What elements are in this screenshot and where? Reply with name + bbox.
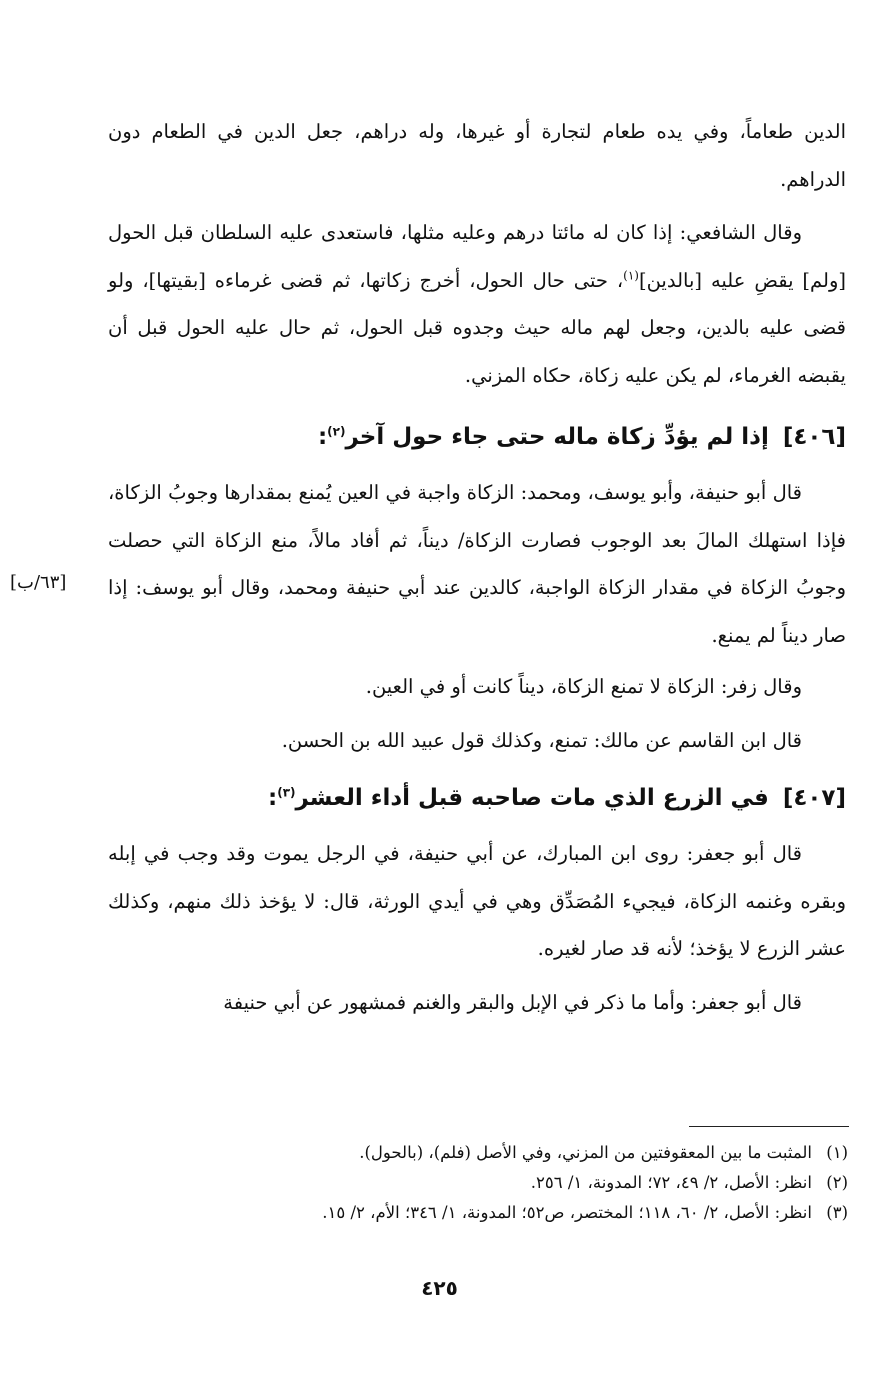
folio-margin-note: [٦٣/ب] <box>10 572 67 593</box>
section-heading-406 <box>108 405 846 469</box>
footnote-1 <box>108 1138 848 1168</box>
page-number: ٤٢٥ <box>421 1276 458 1300</box>
paragraph-2 <box>108 209 846 399</box>
paragraph-text: الدين طعاماً، وفي يده طعام لتجارة أو غيرها، وله دراهم، جعل الدين في الطعام دون الدراهم. <box>108 120 846 191</box>
paragraph-text: قال أبو جعفر: وأما ما ذكر في الإبل والبقر والغنم فمشهور عن أبي حنيفة <box>223 990 802 1014</box>
footnote-divider <box>689 1126 849 1127</box>
footnote-2 <box>108 1168 848 1198</box>
footnote-ref-3: (٣) <box>277 785 296 800</box>
footnote-text: انظر: الأصل، ٢/ ٦٠، ١١٨؛ المختصر، ص٥٢؛ المدونة، ١/ ٣٤٦؛ الأم، ٢/ ١٥. <box>322 1203 812 1222</box>
footnote-number: (١) <box>826 1143 848 1162</box>
main-text <box>108 108 846 1026</box>
footnotes <box>108 1138 848 1228</box>
paragraph-text: قال أبو حنيفة، وأبو يوسف، ومحمد: الزكاة واجبة في العين يُمنع بمقدارها وجوبُ الزكاة، فإذا استهلك المالَ بعد الوجوب فصارت الزكاة/ ديناً، ثم أفاد مالاً، منع الزكاة التي حصلت وجوبُ الزكاة في مقدار الزكاة الواجبة، كالدين عند أبي حنيفة ومحمد، وقال أبو يوسف: إذا صار ديناً لم يمنع. <box>108 481 846 647</box>
footnote-ref-2: (٢) <box>327 424 346 439</box>
section-number: [٤٠٧] <box>782 785 846 811</box>
paragraph-text: قال ابن القاسم عن مالك: تمنع، وكذلك قول عبيد الله بن الحسن. <box>281 728 802 752</box>
paragraph-4 <box>108 663 846 711</box>
paragraph-text: قال أبو جعفر: روى ابن المبارك، عن أبي حنيفة، في الرجل يموت وقد وجب في إبله وبقره وغنمه الزكاة، فيجيء المُصَدِّق وهي في أيدي الورثة، قال: لا يؤخذ ذلك منهم، وكذلك عشر الزرع لا يؤخذ؛ لأنه قد صار لغيره. <box>108 842 846 960</box>
paragraph-7 <box>108 979 846 1027</box>
footnote-3 <box>108 1198 848 1228</box>
heading-colon: : <box>317 424 328 450</box>
footnote-ref-1: (١) <box>623 268 639 282</box>
paragraph-6 <box>108 830 846 973</box>
paragraph-text: وقال زفر: الزكاة لا تمنع الزكاة، ديناً كانت أو في العين. <box>365 675 802 698</box>
section-heading-407 <box>108 766 846 830</box>
footnote-text: المثبت ما بين المعقوفتين من المزني، وفي الأصل (فلم)، (بالحول). <box>359 1143 812 1162</box>
paragraph-1 <box>108 108 846 203</box>
section-title: إذا لم يؤدِّ زكاة ماله حتى جاء حول آخر <box>345 424 769 450</box>
paragraph-text: ، حتى حال الحول، أخرج زكاتها، ثم قضى غرماءه [بقيتها]، ولو قضى عليه بالدين، وجعل لهم ماله حيث وجدوه قبل الحول، ثم حال عليه الحول قبل أن يقبضه الغرماء، لم يكن عليه زكاة، حكاه المزني. <box>108 268 846 387</box>
section-title: في الزرع الذي مات صاحبه قبل أداء العشر <box>295 785 769 811</box>
paragraph-text: وقال الشافعي: إذا كان له مائتا درهم وعليه مثلها، فاستعدى عليه السلطان قبل الحول [ولم] يقضِ عليه [بالدين] <box>108 221 846 292</box>
paragraph-3 <box>108 469 846 659</box>
paragraph-5 <box>108 717 846 765</box>
section-number: [٤٠٦] <box>782 424 846 450</box>
heading-colon: : <box>268 785 278 811</box>
footnote-number: (٣) <box>826 1203 848 1222</box>
footnote-number: (٢) <box>826 1173 848 1192</box>
footnote-text: انظر: الأصل، ٢/ ٤٩، ٧٢؛ المدونة، ١/ ٢٥٦. <box>530 1173 812 1192</box>
